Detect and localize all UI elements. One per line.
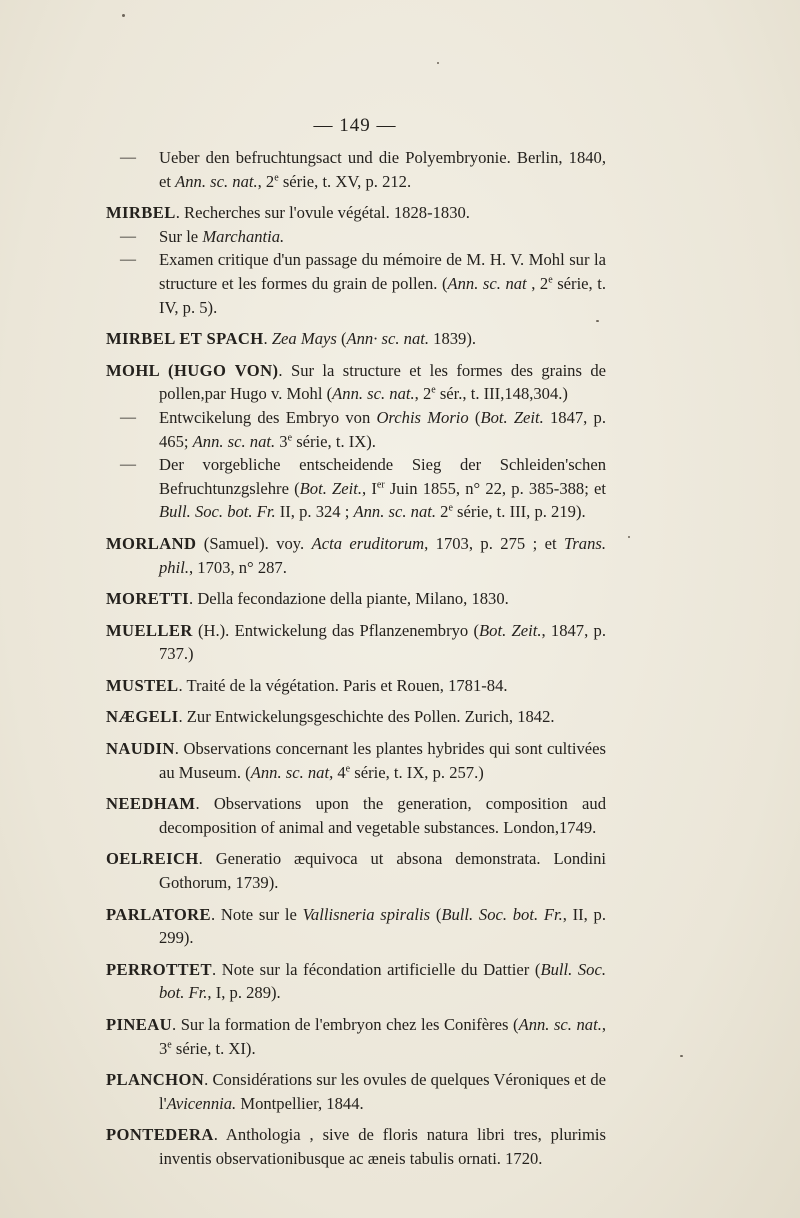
author-name: NAUDIN xyxy=(106,739,175,759)
paper-speck xyxy=(628,536,630,538)
entry-text: . Observations upon the generation, composition aud decomposition of animal and vegetable substances. London,1749. xyxy=(159,794,606,837)
author-name: MORLAND xyxy=(106,533,197,553)
author-name: PLANCHON xyxy=(106,1070,205,1090)
bibliography-entry xyxy=(106,1013,606,1060)
entry-text: . Note sur le xyxy=(211,904,303,924)
entry-text: . Anthologia , sive de floris natura libri tres, plurimis inventis observationibusque ac æneis tabulis ornati. 1720. xyxy=(159,1125,606,1168)
superscript: e xyxy=(274,172,279,184)
bibliography-entry xyxy=(106,359,606,406)
italic-title: Vallisneria spiralis xyxy=(302,904,431,924)
author-name: MIRBEL xyxy=(106,203,176,223)
bibliography-entry xyxy=(106,792,606,839)
entry-text: Montpellier, 1844. xyxy=(236,1093,364,1113)
entry-text: , II, p. 299). xyxy=(159,904,606,948)
entry-text: . xyxy=(263,329,272,349)
italic-title: Marchantia. xyxy=(202,226,285,246)
bibliography-entry xyxy=(106,705,606,729)
author-name: PARLATORE xyxy=(106,904,212,924)
entry-text: série, t. XI). xyxy=(171,1038,256,1058)
entry-text: . Considérations sur les ovules de quelques Véroniques et de l' xyxy=(159,1070,606,1113)
entry-text: série, t. III, p. 219). xyxy=(452,502,586,522)
superscript: e xyxy=(167,1039,172,1051)
italic-title: Ann· sc. nat. xyxy=(346,329,429,349)
entry-text: (H.). Entwickelung das Pflanzenembryo ( xyxy=(192,620,480,640)
bibliography-subentry xyxy=(106,225,606,249)
entry-text: , I, p. 289). xyxy=(207,983,281,1003)
bibliography-entry xyxy=(106,674,606,698)
bibliography-entry xyxy=(106,847,606,894)
entry-text: (Samuel). voy. xyxy=(196,533,312,553)
entry-text: . Observations concernant les plantes hybrides qui sont cultivées au Museum. ( xyxy=(159,739,606,782)
bibliography-entry xyxy=(106,619,606,666)
bibliography-entry xyxy=(106,1123,606,1170)
superscript: er xyxy=(376,479,385,491)
author-name: PERROTTET xyxy=(106,959,212,979)
bibliography-subentry xyxy=(106,453,606,524)
entry-text: , 3 xyxy=(159,1015,606,1058)
entry-text: série, t. XV, p. 212. xyxy=(278,171,412,191)
entry-text: sér., t. III,148,304.) xyxy=(435,384,568,404)
italic-title: Ann. sc. nat xyxy=(447,273,527,293)
entry-text: 3 xyxy=(275,431,288,451)
entry-text: 2 xyxy=(436,502,449,522)
entry-text: Entwcikelung des Embryo von xyxy=(159,407,377,427)
italic-title: Ann. sc. nat. xyxy=(192,431,276,451)
entry-text: ( xyxy=(468,407,481,427)
paper-speck xyxy=(680,1055,683,1057)
ditto-dash: — xyxy=(120,149,136,166)
italic-title: Bull. Soc. bot. Fr. xyxy=(441,904,563,924)
paper-speck xyxy=(596,320,599,322)
entry-text: , 2 xyxy=(257,171,275,191)
superscript: e xyxy=(448,502,453,514)
entry-text: . Generatio æquivoca ut absona demonstrata. Londini Gothorum, 1739). xyxy=(159,849,606,893)
bibliography-entry xyxy=(106,587,606,611)
ditto-dash: — xyxy=(120,456,136,474)
italic-title: Bull. Soc. bot. Fr. xyxy=(159,502,276,522)
italic-title: Ann. sc. nat. xyxy=(175,171,258,191)
page-number: — 149 — xyxy=(313,115,397,136)
author-name: NÆGELI xyxy=(106,707,179,727)
entry-text: 1839). xyxy=(429,329,477,349)
italic-title: Bot. Zeit. xyxy=(299,478,362,498)
bibliography-entry xyxy=(106,958,606,1005)
ditto-dash: — xyxy=(120,408,136,426)
italic-title: Bull. Soc. bot. Fr. xyxy=(159,959,606,1003)
superscript: e xyxy=(548,274,553,286)
author-name: MORETTI xyxy=(106,589,190,609)
italic-title: Acta eruditorum xyxy=(311,533,425,553)
entry-text: . Zur Entwickelungsgeschichte des Pollen. Zurich, 1842. xyxy=(178,707,555,727)
paper-speck xyxy=(437,62,439,64)
bibliography-list xyxy=(106,146,606,1171)
superscript: e xyxy=(287,432,293,443)
italic-title: Avicennia. xyxy=(166,1093,237,1113)
italic-title: Zea Mays xyxy=(271,329,337,349)
entry-text: Ueber den befruchtungsact und die Polyembryonie. Berlin, 1840, et xyxy=(159,148,606,191)
bibliography-subentry xyxy=(106,146,606,193)
entry-text: , 2 xyxy=(526,273,549,293)
entry-text: 1847, p. 465; xyxy=(159,407,606,451)
bibliography-entry xyxy=(106,532,606,579)
author-name: NEEDHAM xyxy=(106,794,196,814)
entry-text: . Sur la structure et les formes des grains de pollen,par Hugo v. Mohl ( xyxy=(159,360,606,404)
paper-speck xyxy=(122,14,125,17)
entry-text: . Traité de la végétation. Paris et Rouen, 1781-84. xyxy=(178,675,508,695)
entry-text: , 1703, p. 275 ; et xyxy=(424,533,565,553)
italic-title: Bot. Zeit. xyxy=(479,620,542,640)
ditto-dash: — xyxy=(120,251,136,269)
author-name: MOHL (HUGO VON) xyxy=(106,360,279,380)
italic-title: Ann. sc. nat. xyxy=(518,1015,602,1034)
entry-text: ( xyxy=(430,904,442,924)
author-name: PINEAU xyxy=(106,1015,173,1034)
italic-title: Trans. phil. xyxy=(159,533,607,577)
entry-text: . Recherches sur l'ovule végétal. 1828-1830. xyxy=(175,203,470,223)
bibliography-entry xyxy=(106,201,606,225)
entry-text: Der vorgebliche entscheidende Sieg der Schleiden'schen Befruchtunzgslehre ( xyxy=(159,455,606,498)
author-name: OELREICH xyxy=(106,849,199,869)
entry-text: série, t. IX, p. 257.) xyxy=(350,762,484,782)
entry-text: . Della fecondazione della piante, Milano, 1830. xyxy=(189,589,509,609)
entry-text: Sur le xyxy=(159,226,203,246)
author-name: MUSTEL xyxy=(106,675,179,695)
entry-text: . Sur la formation de l'embryon chez les Conifères ( xyxy=(172,1015,519,1034)
bibliography-entry xyxy=(106,737,606,784)
entry-text: , 1703, n° 287. xyxy=(188,557,287,577)
entry-text: ( xyxy=(336,329,347,349)
ditto-dash: — xyxy=(120,227,136,245)
author-name: PONTEDERA xyxy=(106,1125,214,1145)
italic-title: Bot. Zeit. xyxy=(480,407,544,427)
bibliography-entry xyxy=(106,903,606,950)
entry-text: Juin 1855, n° 22, p. 385-388; et xyxy=(384,478,606,498)
entry-text: . Note sur la fécondation artificielle du Dattier ( xyxy=(211,959,541,979)
bibliography-entry xyxy=(106,1068,606,1115)
bibliography-entry xyxy=(106,327,606,351)
entry-text: série, t. IX). xyxy=(292,431,376,451)
italic-title: Orchis Morio xyxy=(376,407,469,427)
italic-title: Ann. sc. nat. xyxy=(353,502,436,522)
bibliography-subentry xyxy=(106,248,606,319)
entry-text: , I xyxy=(362,478,377,498)
entry-text: , 1847, p. 737.) xyxy=(159,620,606,664)
entry-text: Examen critique d'un passage du mémoire de M. H. V. Mohl sur la structure et les formes du grain de pollen. ( xyxy=(159,250,606,293)
superscript: e xyxy=(345,763,351,775)
author-name: MUELLER xyxy=(106,620,193,640)
superscript: e xyxy=(431,384,436,396)
italic-title: Ann. sc. nat xyxy=(250,762,330,782)
italic-title: Ann. sc. nat. xyxy=(332,384,415,404)
entry-text: , 2 xyxy=(414,384,432,404)
entry-text: , 4 xyxy=(329,762,346,782)
bibliography-subentry xyxy=(106,406,606,453)
author-name: MIRBEL ET SPACH xyxy=(106,329,264,349)
entry-text: II, p. 324 ; xyxy=(275,502,354,522)
entry-text: série, t. IV, p. 5). xyxy=(159,273,607,317)
